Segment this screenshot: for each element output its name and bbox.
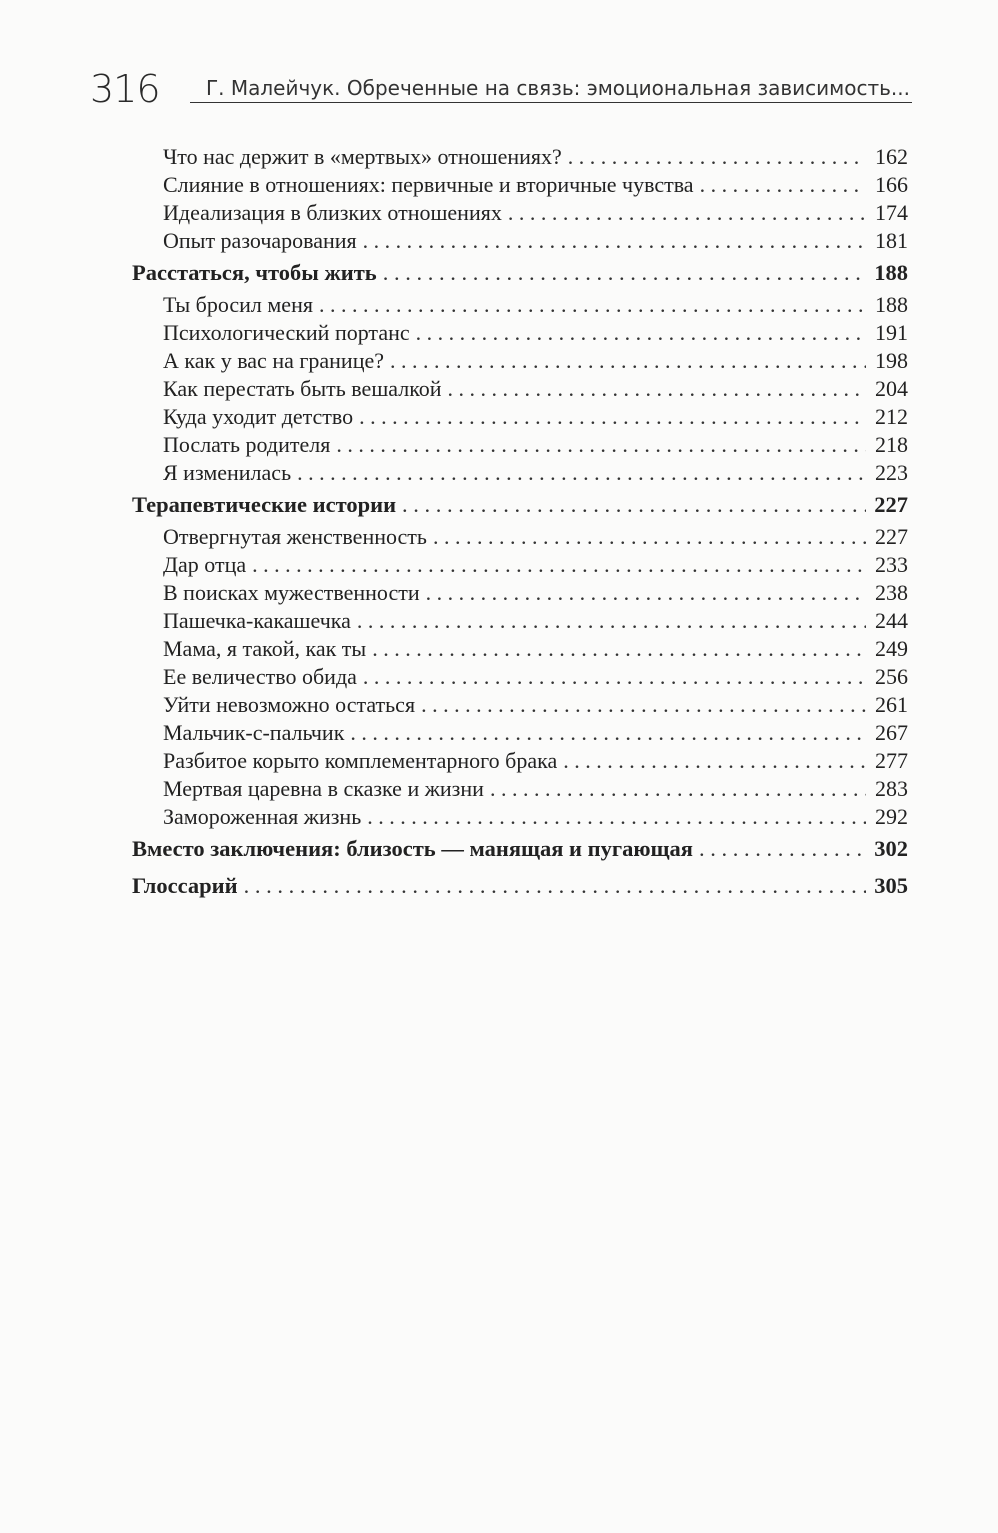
toc-entry: [163, 172, 908, 198]
toc-entry-page-number: 204: [875, 376, 908, 401]
toc-entry-title: Послать родителя: [163, 432, 331, 457]
toc-entry-page-number: 292: [875, 804, 908, 829]
toc-entry-page-number: 212: [875, 404, 908, 429]
dot-leader: [319, 292, 866, 318]
toc-entry-title: Пашечка-какашечка: [163, 608, 351, 633]
toc-entry-page-number: 227: [874, 492, 908, 517]
dot-leader: [699, 836, 866, 862]
toc-entry: [163, 552, 908, 578]
dot-leader: [700, 172, 866, 198]
toc-entry-page-number: 227: [875, 524, 908, 549]
toc-entry-title: В поисках мужественности: [163, 580, 420, 605]
dot-leader: [363, 664, 866, 690]
dot-leader: [350, 720, 866, 746]
toc-entry-page-number: 198: [875, 348, 908, 373]
toc-entry-page-number: 181: [875, 228, 908, 253]
toc-entry-page-number: 174: [875, 200, 908, 225]
toc-entry: [163, 460, 908, 486]
toc-entry: [163, 200, 908, 226]
toc-entry-title: Идеализация в близких отношениях: [163, 200, 502, 225]
dot-leader: [383, 260, 866, 286]
toc-entry-page-number: 188: [874, 260, 908, 285]
dot-leader: [336, 432, 866, 458]
toc-entry-title: Слияние в отношениях: первичные и вторичные чувства: [163, 172, 694, 197]
dot-leader: [367, 804, 866, 830]
dot-leader: [372, 636, 866, 662]
toc-entry-page-number: 233: [875, 552, 908, 577]
toc-section-entry: [132, 873, 908, 899]
toc-entry-title: Ты бросил меня: [163, 292, 313, 317]
toc-entry-page-number: 244: [875, 608, 908, 633]
toc-entry-page-number: 188: [875, 292, 908, 317]
dot-leader: [563, 748, 866, 774]
dot-leader: [244, 873, 866, 899]
toc-entry: [163, 292, 908, 318]
toc-entry-title: Терапевтические истории: [132, 492, 397, 517]
toc-entry: [163, 776, 908, 802]
toc-entry: [163, 432, 908, 458]
toc-entry-page-number: 261: [875, 692, 908, 717]
dot-leader: [448, 376, 866, 402]
dot-leader: [426, 580, 866, 606]
toc-entry: [163, 348, 908, 374]
dot-leader: [390, 348, 866, 374]
toc-entry: [163, 664, 908, 690]
toc-section-entry: [132, 492, 908, 518]
page-number: 316: [90, 67, 160, 111]
toc-section-entry: [132, 260, 908, 286]
dot-leader: [252, 552, 866, 578]
toc-entry: [163, 748, 908, 774]
toc-entry-title: Что нас держит в «мертвых» отношениях?: [163, 144, 562, 169]
toc-entry: [163, 636, 908, 662]
toc-entry-title: Мальчик-с-пальчик: [163, 720, 345, 745]
toc-entry-page-number: 166: [875, 172, 908, 197]
dot-leader: [433, 524, 866, 550]
toc-entry-page-number: 277: [875, 748, 908, 773]
dot-leader: [421, 692, 866, 718]
toc-entry-page-number: 238: [875, 580, 908, 605]
toc-entry: [163, 320, 908, 346]
toc-entry: [163, 524, 908, 550]
dot-leader: [416, 320, 866, 346]
toc-entry-title: Разбитое корыто комплементарного брака: [163, 748, 558, 773]
toc-entry-title: Расстаться, чтобы жить: [132, 260, 377, 285]
toc-entry-title: Дар отца: [163, 552, 247, 577]
toc-entry-page-number: 223: [875, 460, 908, 485]
toc-entry-title: Мама, я такой, как ты: [163, 636, 367, 661]
toc-entry: [163, 804, 908, 830]
toc-entry-title: Мертвая царевна в сказке и жизни: [163, 776, 484, 801]
toc-entry-title: Глоссарий: [132, 873, 238, 898]
toc-entry-title: Я изменилась: [163, 460, 292, 485]
dot-leader: [402, 492, 866, 518]
toc-entry: [163, 404, 908, 430]
dot-leader: [490, 776, 866, 802]
toc-entry-page-number: 267: [875, 720, 908, 745]
running-head: Г. Малейчук. Обреченные на связь: эмоциональная зависимость...: [205, 76, 910, 100]
toc-entry-title: Опыт разочарования: [163, 228, 357, 253]
toc-entry: [163, 608, 908, 634]
toc-entry-title: А как у вас на границе?: [163, 348, 384, 373]
toc-entry-title: Уйти невозможно остаться: [163, 692, 416, 717]
toc-entry-page-number: 302: [874, 836, 908, 861]
toc-entry-title: Как перестать быть вешалкой: [163, 376, 442, 401]
toc-entry: [163, 720, 908, 746]
toc-entry-title: Отвергнутая женственность: [163, 524, 427, 549]
page-header: [90, 68, 912, 110]
toc-entry: [163, 376, 908, 402]
dot-leader: [508, 200, 866, 226]
toc-entry-title: Куда уходит детство: [163, 404, 354, 429]
toc-entry: [163, 580, 908, 606]
toc-entry-title: Замороженная жизнь: [163, 804, 362, 829]
toc-entry-page-number: 191: [875, 320, 908, 345]
toc-entry-page-number: 256: [875, 664, 908, 689]
toc-entry-page-number: 162: [875, 144, 908, 169]
toc-entry: [163, 144, 908, 170]
toc-entry-page-number: 283: [875, 776, 908, 801]
header-rule: [190, 102, 912, 103]
toc-entry: [163, 228, 908, 254]
toc-entry-page-number: 305: [874, 873, 908, 898]
dot-leader: [568, 144, 866, 170]
toc-entry: [163, 692, 908, 718]
toc-entry-page-number: 249: [875, 636, 908, 661]
dot-leader: [357, 608, 866, 634]
toc-entry-title: Вместо заключения: близость — манящая и пугающая: [132, 836, 693, 861]
toc-section-entry: [132, 836, 908, 862]
toc-entry-page-number: 218: [875, 432, 908, 457]
dot-leader: [359, 404, 866, 430]
dot-leader: [297, 460, 866, 486]
dot-leader: [363, 228, 866, 254]
toc-entry-title: Психологический портанс: [163, 320, 410, 345]
toc-entry-title: Ее величество обида: [163, 664, 357, 689]
